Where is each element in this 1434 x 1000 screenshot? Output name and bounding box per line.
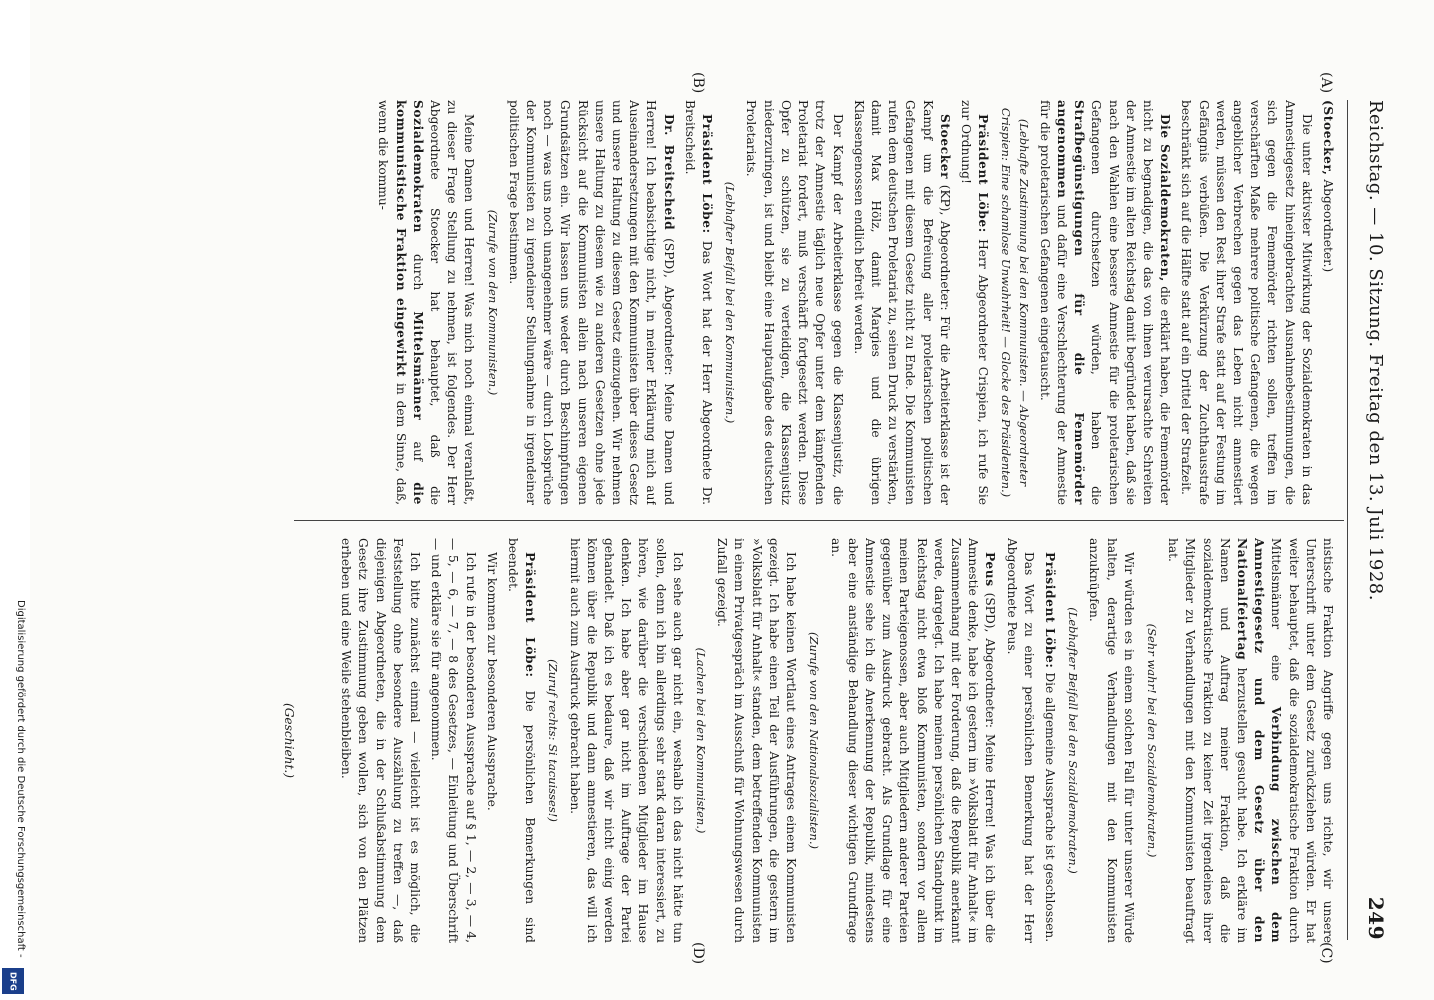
paragraph: Die unter aktivster Mitwirkung der Sozialdemokraten in das Amnestiegesetz hineingebrachten Ausnahmebestimmungen, die sich gegen die Fememörder richten sollen, treffen im verschärften Maße mehrere politische Gefangenen, die wegen angeblicher Verbrechen gegen das Leben nicht amnestiert werden, müssen den Rest ihrer Strafe statt auf der Festung im Gefängnis verbüßen. Die Verkürzung der Zuchthausstrafe beschränkt sich auf die Hälfte statt auf ein Drittel der Strafzeit. [1179,100,1314,505]
interjection: (Sehr wahr! bei den Sozialdemokraten.) [1144,623,1159,858]
header-rule [1347,100,1348,940]
paragraph: Ich bitte zunächst einmal — vielleicht ist es möglich, die Feststellung ohne besondere Auszählung zu treffen —, daß diejenigen Abgeordneten, die in der Schlußabstimmung dem Gesetz ihre Zustimmung geben wollen, sich von den Plätzen erheben und eine Weile stehenbleiben. [339,538,423,943]
margin-marker-c: (C) [1318,942,1334,964]
margin-marker-a: (A) [1318,72,1334,94]
interjection: (Zurufe von den Nationalsozialisten.) [807,632,822,849]
paragraph: nistische Fraktion Angriffe gegen uns richte, wir unsere Unterschrift unter dem Gesetz zurückziehen würden. Er hat weiter behauptet, daß die sozialdemokratische Fraktion durch Mittelsmänner eine Verbindung zwischen dem Amnestiegesetz und dem Gesetz über den Nationalfeiertag herzustellen gesucht habe. Ich erkläre im Namen und Auftrag meiner Fraktion, daß die sozialdemokratische Fraktion zu keiner Zeit irgendeines ihrer Mitglieder zu Verhandlungen mit den Kommunisten beauftragt hat. [1166,538,1335,943]
interjection: (Lebhafter Beifall bei den Kommunisten.) [723,181,738,424]
paragraph: Präsident Löbe: Herr Abgeordneter Crispien, ich rufe Sie zur Ordnung! [958,100,991,505]
interjection: (Lebhafte Zustimmung bei den Kommunisten. — Abgeordneter Crispien: Eine schamlose Unwahrheit! — Glocke des Präsidenten.) [999,107,1031,498]
digitization-footer [0,0,28,1000]
paragraph: Peus (SPD), Abgeordneter: Meine Herren! Was ich über die Amnestie denke, habe ich gestern im »Volksblatt für Anhalt« im Zusammenhang mit der Forderung, daß die Republik anerkannt werde, dargelegt. Ich habe meinen persönlichen Standpunkt im Reichstag nicht etwa bloß Kommunisten, sondern vor allem meinen Parteigenossen, aber auch Mitgliedern anderer Parteien gegenüber zum Ausdruck gebracht. Als Grundlage für eine Amnestie sehe ich die Anerkennung der Republik, mindestens aber eine anständige Behandlung dieser wichtigen Grundfrage an. [828,538,998,943]
paragraph: Die Sozialdemokraten, die erklärt haben, die Fememörder nicht zu begnadigen, die das von ihnen verursachte Schreiten der Amnestie im alten Reichstag damit begründet haben, daß sie nach den Wahlen eine bessere Amnestie für die proletarischen Gefangenen durchsetzen würden, haben die Strafbegünstigungen für die Fememörder angenommen und dafür eine Verschlechterung der Amnestie für die proletarischen Gefangenen eingetauscht. [1037,100,1173,505]
dfg-logo: DFG [2,968,24,994]
column-divider [294,520,1344,521]
paragraph: Wir würden es in einem solchen Fall für unter unserer Würde halten, derartige Verhandlungen mit den Kommunisten anzuknüpfen. [1087,538,1136,943]
running-title: Reichstag. — 10. Sitzung. Freitag den 13. Juli 1928. [1365,100,1386,601]
column-left [186,100,1336,505]
column-right [186,538,1336,943]
margin-marker-b: (B) [690,72,706,94]
paragraph: Dr. Breitscheid (SPD), Abgeordneter: Meine Damen und Herren! Ich beabsichtige nicht, in meiner Erklärung mich auf Auseinandersetzungen mit den Kommunisten über dieses Gesetz und unsere Haltung zu diesem Gesetz einzugehen. Wir nehmen unsere Haltung zu diesem wie zu anderen Gesetzen ohne jede Rücksicht auf die Kommunisten allein nach unseren eigenen Grundsätzen ein. Wir lassen uns weder durch Beschimpfungen noch — was uns noch unangenehmer wäre — durch Lobsprüche der Kommunisten zu irgendeiner Stellungnahme in irgendeiner politischen Frage bestimmen. [506,100,676,505]
paragraph: Der Kampf der Arbeiterklasse gegen die Klassenjustiz, die trotz der Amnestie täglich neue Opfer unter dem kämpfenden Proletariat fordert, muß verschärft fortgesetzt werden. Diese Opfer zu schützen, sie zu verteidigen, die Klassenjustiz niederzuringen, ist und bleibt eine Hauptaufgabe des deutschen Proletariats. [744,100,845,505]
paragraph: Präsident Löbe: Das Wort hat der Herr Abgeordnete Dr. Breitscheid. [682,100,715,505]
interjection: (Zuruf rechts: Si tacuisses!) [546,659,561,822]
interjection: (Zurufe von den Kommunisten.) [485,209,500,396]
paragraph: Präsident Löbe: Die persönlichen Bemerkungen sind beendet. [506,538,538,943]
paragraph: Wir kommen zur besonderen Aussprache. [484,552,499,811]
rotated-page-content [126,70,1396,970]
page-number: 249 [1364,896,1388,940]
paragraph: Ich rufe in der besonderen Aussprache auf § 1, — 2, — 3, — 4, — 5, — 6, — 7, — 8 des Gesetzes, — Einleitung und Überschrift — und erkläre sie für angenommen. [429,538,478,943]
scanned-page [30,0,1434,1000]
paragraph: Das Wort zu einer persönlichen Bemerkung hat der Herr Abgeordnete Peus. [1004,538,1036,943]
paragraph: Meine Damen und Herren! Was mich noch einmal veranlaßt, zu dieser Frage Stellung zu nehmen, ist folgendes. Der Herr Abgeordnete Stoecker hat behauptet, daß die Sozialdemokraten durch Mittelsmänner auf die kommunistische Fraktion eingewirkt in dem Sinne, daß, wenn die kommu- [376,100,477,505]
page-header [1356,100,1396,940]
interjection: (Lachen bei den Kommunisten.) [694,647,709,834]
paragraph: (Stoecker, Abgeordneter.) [1321,100,1335,273]
paragraph: Präsident Löbe: Die allgemeine Aussprache ist geschlossen. [1042,552,1057,943]
paragraph: Stoecker (KP), Abgeordneter: Für die Arbeiterklasse ist der Kampf um die Befreiung aller proletarischen politischen Gefangenen mit diesem Gesetz nicht zu Ende. Die Kommunisten rufen dem deutschen Proletariat zu, seinen Druck zu verstärken, damit Max Hölz, damit Margies und die übrigen Klassengenossen endlich befreit werden. [851,100,952,505]
paragraph: Ich sehe auch gar nicht ein, weshalb ich das nicht hätte tun sollen, denn ich bin allerdings sehr stark daran interessiert, zu hören, wie darüber die verschiedenen Mitglieder im Hause denken. Ich habe aber gar nicht im Auftrage der Partei gehandelt. Daß ich es bedaure, daß wir nicht einig werden können über die Republik und dann amnestieren, das will ich hiermit auch zum Ausdruck gebracht haben. [567,538,685,943]
interjection: (Geschieht.) [282,702,297,779]
interjection: (Lebhafter Beifall bei den Sozialdemokraten.) [1066,607,1081,874]
paragraph: Ich habe keinen Wortlaut eines Antrages einem Kommunisten gezeigt. Ich habe einen Teil der Ausführungen, die gestern im »Volksblatt für Anhalt« standen, dem betreffenden Kommunisten in einem Privatgespräch im Ausschuß für Wohnungswesen durch Zufall gezeigt. [715,538,799,943]
margin-marker-d: (D) [690,942,706,965]
funding-credit: Digitalisierung gefördert durch die Deutsche Forschungsgemeinschaft - [15,600,26,958]
